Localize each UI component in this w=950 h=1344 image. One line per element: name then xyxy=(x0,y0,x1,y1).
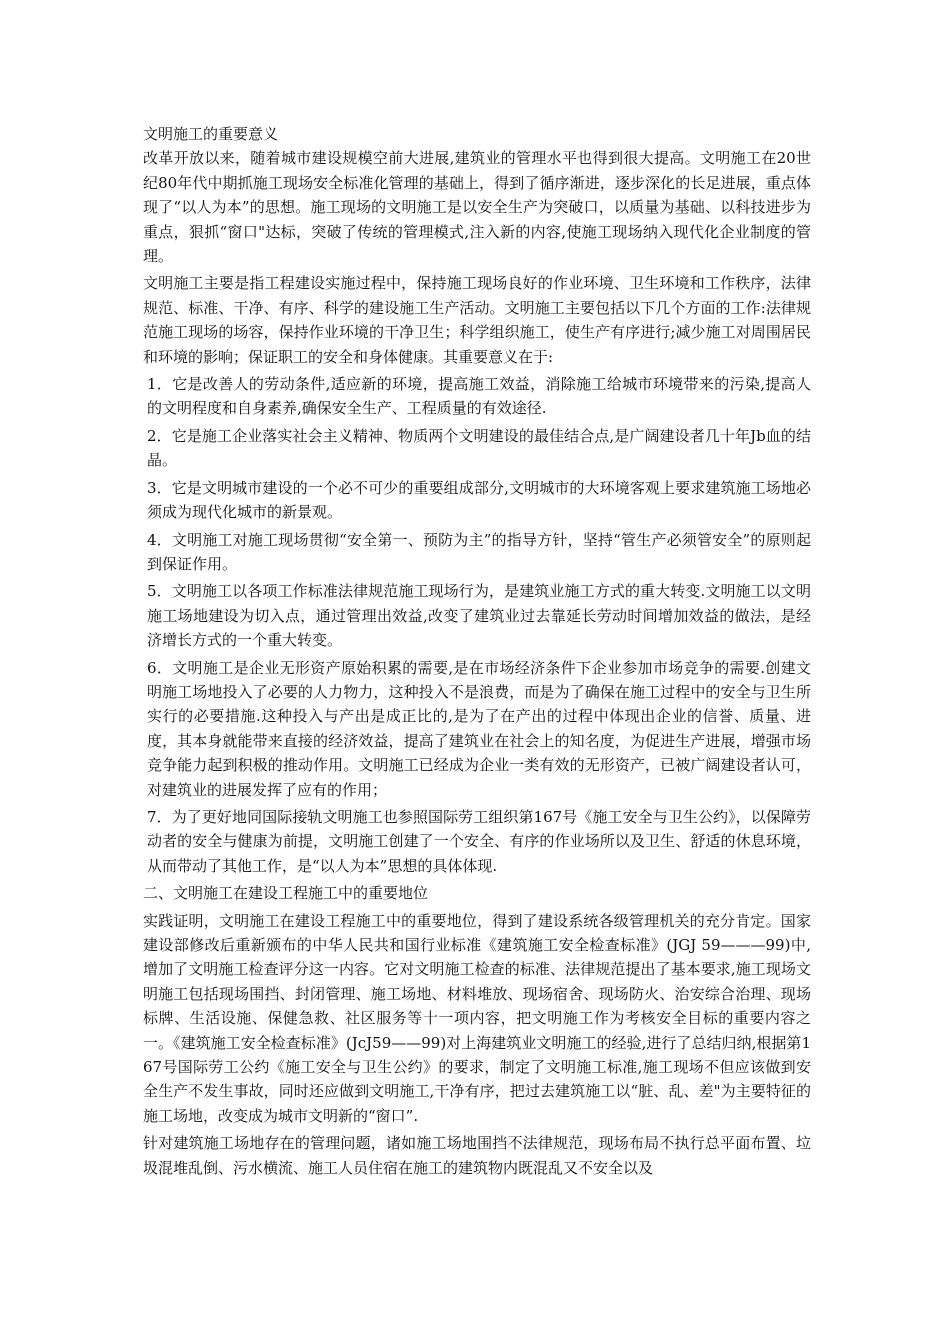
document-body xyxy=(143,122,811,1180)
document-title: 文明施工的重要意义 xyxy=(143,125,279,143)
paragraph-intro: 改革开放以来，随着城市建设规模空前大进展,建筑业的管理水平也得到很大提高。文明施工在20世纪80年代中期抓施工现场安全标准化管理的基础上，得到了循序渐进，逐步深化的长足进展，重点体现了“以人为本”的思想。施工现场的文明施工是以安全生产为突破口，以质量为基础、以科技进步为重点，狠抓“窗口"达标，突破了传统的管理模式,注入新的内容,使施工现场纳入现代化企业制度的管理。 xyxy=(143,149,811,266)
list-item-7: 7．为了更好地同国际接轨文明施工也参照国际劳工组织第167号《施工安全与卫生公约》，以保障劳动者的安全与健康为前提，文明施工创建了一个安全、有序的作业场所以及卫生、舒适的休息环境，从而带动了其他工作，是“以人为本”思想的具体体现. xyxy=(147,807,811,875)
list-item-3: 3．它是文明城市建设的一个必不可少的重要组成部分,文明城市的大环境客观上要求建筑施工场地必须成为现代化城市的新景观。 xyxy=(147,478,811,522)
list-item-1: 1．它是改善人的劳动条件,适应新的环境，提高施工效益，消除施工给城市环境带来的污染,提高人的文明程度和自身素养,确保安全生产、工程质量的有效途径. xyxy=(147,375,811,418)
list-item-4: 4．文明施工对施工现场贯彻“安全第一、预防为主”的指导方针，坚持“管生产必须管安全”的原则起到保证作用。 xyxy=(147,530,811,573)
paragraph-definition: 文明施工主要是指工程建设实施过程中，保持施工现场良好的作业环境、卫生环境和工作秩序，法律规范、标准、干净、有序、科学的建设施工生产活动。文明施工主要包括以下几个方面的工作:法律规范施工现场的场容，保持作业环境的干净卫生；科学组织施工，使生产有序进行;减少施工对周围居民和环境的影响；保证职工的安全和身体健康。其重要意义在于: xyxy=(143,274,811,366)
paragraph-section2-body: 实践证明，文明施工在建设工程施工中的重要地位，得到了建设系统各级管理机关的充分肯定。国家建设部修改后重新颁布的中华人民共和国行业标准《建筑施工安全检查标准》(JGJ 59———99)中,增加了文明施工检查评分这一内容。它对文明施工检查的标准、法律规范提出了基本要求,施工现场文明施工包括现场围挡、封闭管理、施工场地、材料堆放、现场宿舍、现场防火、治安综合治理、现场标牌、生活设施、保健急救、社区服务等十一项内容，把文明施工作为考核安全目标的重要内容之一。《建筑施工安全检查标准》(JcJ59——99)对上海建筑业文明施工的经验,进行了总结归纳,根据第167号国际劳工公约《施工安全与卫生公约》的要求，制定了文明施工标准,施工现场不但应该做到安全生产不发生事故，同时还应做到文明施工,干净有序，把过去建筑施工以“脏、乱、差"为主要特征的施工场地，改变成为城市文明新的“窗口”. xyxy=(143,911,811,1125)
list-item-2: 2．它是施工企业落实社会主义精神、物质两个文明建设的最佳结合点,是广阔建设者几十年Jb血的结晶。 xyxy=(147,426,811,470)
list-item-5: 5．文明施工以各项工作标准法律规范施工现场行为，是建筑业施工方式的重大转变.文明施工以文明施工场地建设为切入点，通过管理出效益,改变了建筑业过去靠延长劳动时间增加效益的做法，是经济增长方式的一个重大转变。 xyxy=(147,582,811,650)
list-item-6: 6．文明施工是企业无形资产原始积累的需要,是在市场经济条件下企业参加市场竞争的需要.创建文明施工场地投入了必要的人力物力，这种投入不是浪费，而是为了确保在施工过程中的安全与卫生所实行的必要措施.这种投入与产出是成正比的,是为了在产出的过程中体现出企业的信誉、质量、进度，其本身就能带来直接的经济效益，提高了建筑业在社会上的知名度，为促进生产进展，增强市场竞争能力起到积极的推动作用。文明施工已经成为企业一类有效的无形资产，已被广阔建设者认可，对建筑业的进展发挥了应有的作用； xyxy=(147,658,811,799)
paragraph-section2-continued: 针对建筑施工场地存在的管理问题，诸如施工场地围挡不法律规范，现场布局不执行总平面布置、垃圾混堆乱倒、污水横流、施工人员住宿在施工的建筑物内既混乱又不安全以及 xyxy=(143,1134,811,1177)
section-heading: 二、文明施工在建设工程施工中的重要地位 xyxy=(143,884,429,903)
